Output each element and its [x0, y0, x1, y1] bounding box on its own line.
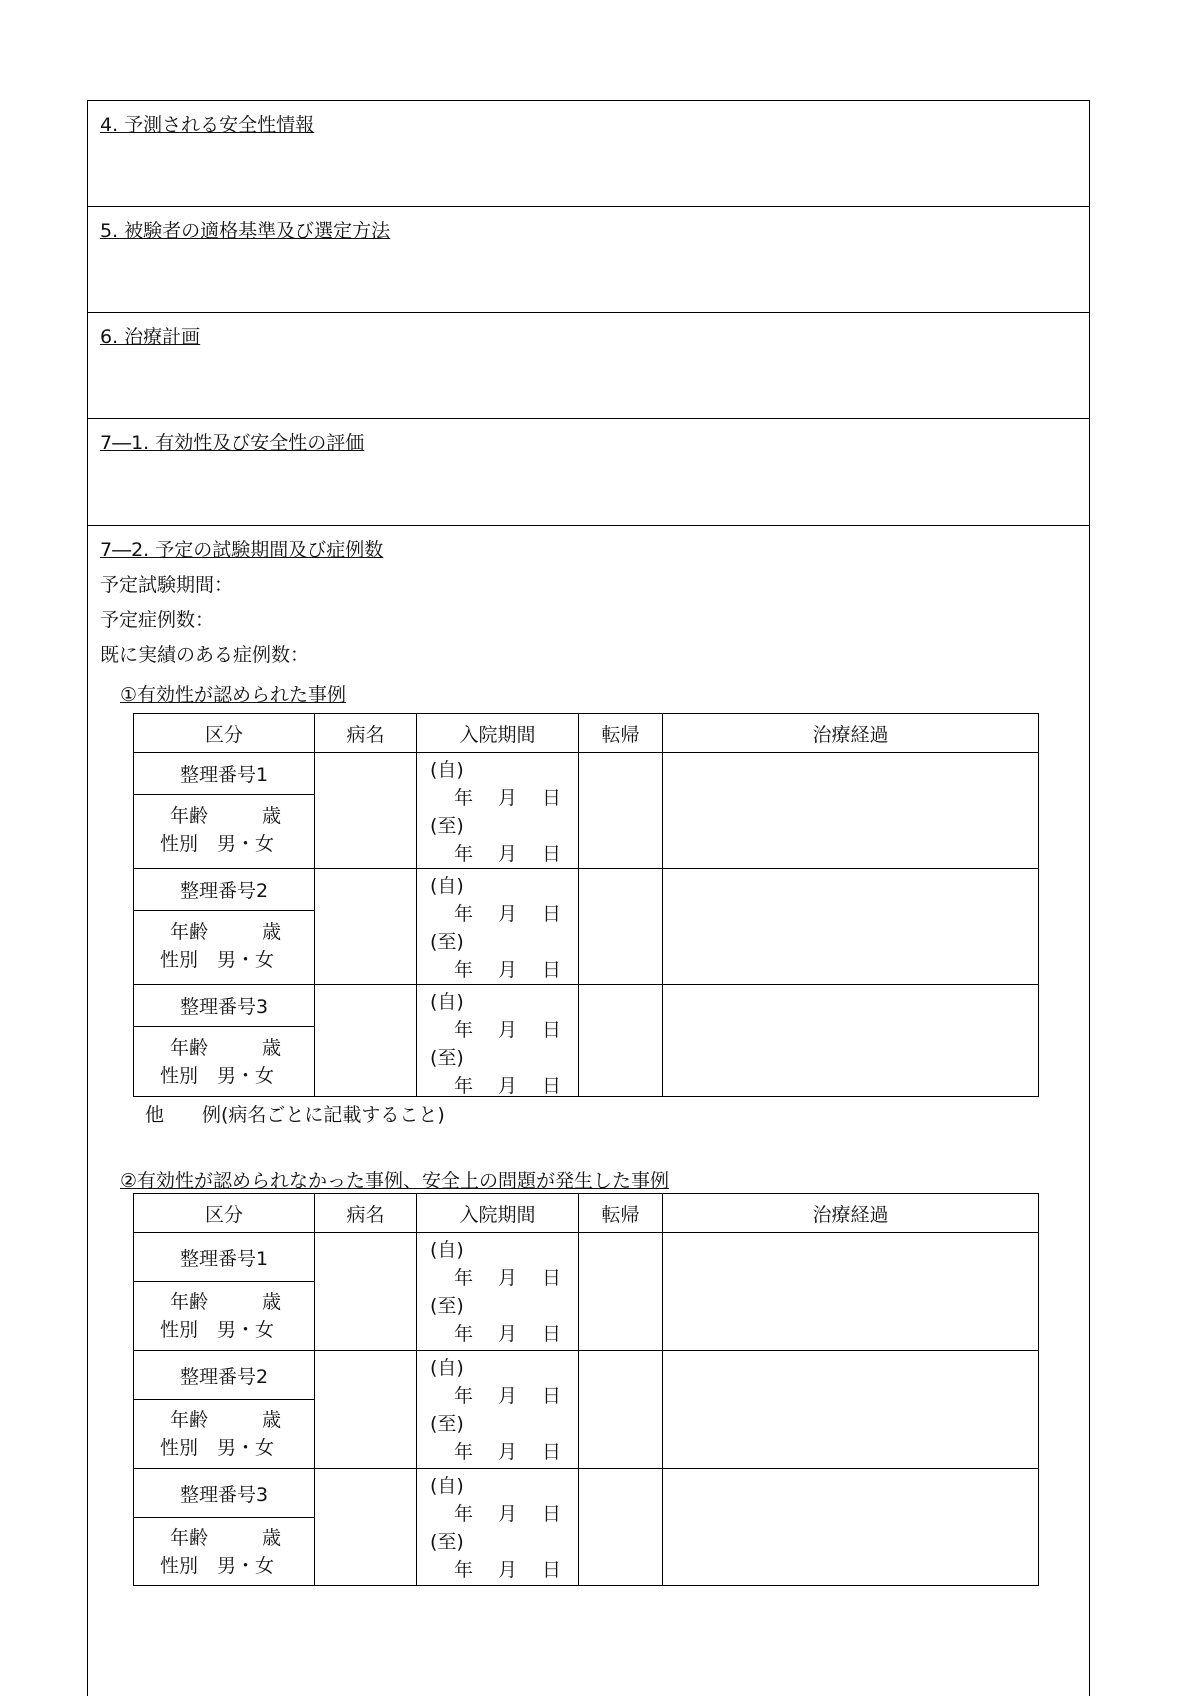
section-title-period-cases: 7―2. 予定の試験期間及び症例数 [100, 539, 384, 561]
table-row [134, 1469, 1038, 1586]
section-title-evaluation: 7―1. 有効性及び安全性の評価 [100, 432, 365, 454]
header-disease: 病名 [346, 1203, 385, 1226]
admission-period: (自) 年 月 日 (至) 年 月 日 [430, 1239, 562, 1345]
record-number: 整理番号3 [134, 985, 314, 1027]
section-divider [87, 418, 1089, 419]
effective-cases-heading: ①有効性が認められた事例 [120, 684, 347, 706]
header-admission-period: 入院期間 [459, 1203, 536, 1226]
header-admission-period: 入院期間 [459, 723, 536, 746]
section-divider [87, 312, 1089, 313]
header-treatment-course: 治療経過 [812, 1203, 889, 1226]
sex-label: 性別 男・女 [160, 1555, 275, 1577]
sex-label: 性別 男・女 [160, 1319, 275, 1341]
section-title-treatment-plan: 6. 治療計画 [100, 326, 201, 348]
table-header [134, 1194, 1038, 1233]
section-divider [87, 206, 1089, 207]
sex-label: 性別 男・女 [160, 833, 275, 855]
table-row [134, 869, 1038, 985]
table-row [134, 985, 1038, 1100]
ineffective-cases-heading: ②有効性が認められなかった事例、安全上の問題が発生した事例 [120, 1170, 670, 1192]
section-title-eligibility: 5. 被験者の適格基準及び選定方法 [100, 220, 391, 242]
planned-period-label: 予定試験期間： [100, 574, 234, 596]
ineffective-cases-table [133, 1193, 1039, 1586]
other-cases-note: 他 例(病名ごとに記載すること) [145, 1104, 445, 1126]
section-title-safety: 4. 予測される安全性情報 [100, 114, 315, 136]
record-number: 整理番号1 [134, 1233, 314, 1282]
age-label: 年齢 歳 [170, 1409, 282, 1431]
record-number: 整理番号1 [134, 753, 314, 795]
sex-label: 性別 男・女 [160, 949, 275, 971]
admission-period: (自) 年 月 日 (至) 年 月 日 [430, 991, 562, 1097]
admission-period: (自) 年 月 日 (至) 年 月 日 [430, 759, 562, 865]
section-divider [87, 525, 1089, 526]
age-label: 年齢 歳 [170, 1527, 282, 1549]
actual-cases-label: 既に実績のある症例数： [100, 644, 310, 666]
table-header [134, 714, 1038, 753]
effective-cases-table [133, 713, 1039, 1097]
header-category: 区分 [204, 723, 243, 746]
header-disease: 病名 [346, 723, 385, 746]
planned-cases-label: 予定症例数： [100, 609, 215, 631]
sex-label: 性別 男・女 [160, 1065, 275, 1087]
age-label: 年齢 歳 [170, 921, 282, 943]
table-row [134, 753, 1038, 869]
sex-label: 性別 男・女 [160, 1437, 275, 1459]
age-label: 年齢 歳 [170, 1291, 282, 1313]
age-label: 年齢 歳 [170, 805, 282, 827]
record-number: 整理番号2 [134, 1351, 314, 1400]
header-treatment-course: 治療経過 [812, 723, 889, 746]
table-row [134, 1233, 1038, 1351]
admission-period: (自) 年 月 日 (至) 年 月 日 [430, 875, 562, 981]
header-outcome: 転帰 [601, 723, 640, 746]
header-outcome: 転帰 [601, 1203, 640, 1226]
table-row [134, 1351, 1038, 1469]
record-number: 整理番号2 [134, 869, 314, 911]
admission-period: (自) 年 月 日 (至) 年 月 日 [430, 1357, 562, 1463]
header-category: 区分 [204, 1203, 243, 1226]
record-number: 整理番号3 [134, 1469, 314, 1518]
age-label: 年齢 歳 [170, 1037, 282, 1059]
admission-period: (自) 年 月 日 (至) 年 月 日 [430, 1475, 562, 1581]
